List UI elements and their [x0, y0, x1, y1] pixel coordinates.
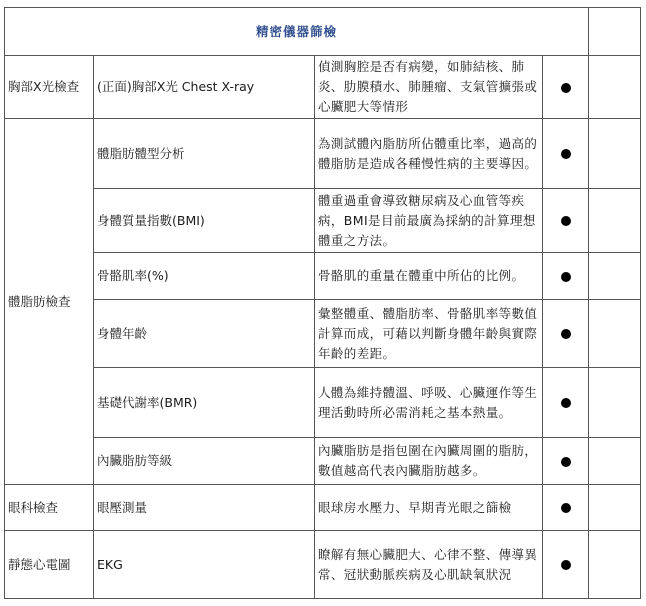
included-cell [543, 531, 589, 599]
item-cell: 身體質量指數(BMI) [94, 189, 315, 253]
table-row [5, 368, 641, 438]
item-cell: 內臟脂肪等級 [94, 438, 315, 485]
table-title: 精密儀器篩檢 [5, 8, 589, 56]
title-row [5, 8, 641, 56]
table-row [5, 300, 641, 368]
description-cell: 瞭解有無心臟肥大、心律不整、傳導異常、冠狀動脈疾病及心肌缺氧狀況 [315, 531, 543, 599]
table-row [5, 56, 641, 119]
description-cell: 彙整體重、體脂肪率、骨骼肌率等數值計算而成，可藉以判斷身體年齡與實際年齡的差距。 [315, 300, 543, 368]
blank-cell [589, 438, 641, 485]
included-cell [543, 253, 589, 300]
table-row [5, 189, 641, 253]
blank-cell [589, 368, 641, 438]
description-cell: 眼球房水壓力、早期青光眼之篩檢 [315, 485, 543, 531]
included-cell [543, 119, 589, 189]
included-dot-icon [561, 398, 571, 408]
included-cell [543, 438, 589, 485]
description-cell: 體重過重會導致糖尿病及心血管等疾病，BMI是目前最廣為採納的計算理想體重之方法。 [315, 189, 543, 253]
included-cell [543, 56, 589, 119]
category-cell: 靜態心電圖 [5, 531, 94, 599]
description-cell: 為測試體內脂肪所佔體重比率，過高的體脂肪是造成各種慢性病的主要導因。 [315, 119, 543, 189]
table-row [5, 253, 641, 300]
blank-cell [589, 56, 641, 119]
item-cell: 眼壓測量 [94, 485, 315, 531]
category-cell: 眼科檢查 [5, 485, 94, 531]
description-cell: 人體為維持體溫、呼吸、心臟運作等生理活動時所必需消耗之基本熱量。 [315, 368, 543, 438]
included-dot-icon [561, 83, 571, 93]
description-cell: 內臟脂肪是指包圍在內臟周圍的脂肪，數值越高代表內臟脂肪越多。 [315, 438, 543, 485]
item-cell: (正面)胸部X光 Chest X-ray [94, 56, 315, 119]
blank-cell [589, 253, 641, 300]
item-cell: EKG [94, 531, 315, 599]
screening-table [4, 7, 641, 599]
table-row [5, 119, 641, 189]
item-cell: 身體年齡 [94, 300, 315, 368]
item-cell: 基礎代謝率(BMR) [94, 368, 315, 438]
description-cell: 骨骼肌的重量在體重中所佔的比例。 [315, 253, 543, 300]
table-row [5, 438, 641, 485]
included-cell [543, 300, 589, 368]
included-dot-icon [561, 329, 571, 339]
table-row [5, 531, 641, 599]
included-dot-icon [561, 503, 571, 513]
item-cell: 體脂肪體型分析 [94, 119, 315, 189]
blank-cell [589, 189, 641, 253]
category-cell: 胸部X光檢查 [5, 56, 94, 119]
blank-cell [589, 119, 641, 189]
blank-cell [589, 8, 641, 56]
description-cell: 偵測胸腔是否有病變，如肺結核、肺炎、肋膜積水、肺腫瘤、支氣管擴張或心臟肥大等情形 [315, 56, 543, 119]
included-dot-icon [561, 216, 571, 226]
table-row [5, 485, 641, 531]
included-dot-icon [561, 457, 571, 467]
blank-cell [589, 531, 641, 599]
blank-cell [589, 300, 641, 368]
included-dot-icon [561, 560, 571, 570]
category-cell: 體脂肪檢查 [5, 119, 94, 485]
included-dot-icon [561, 149, 571, 159]
included-dot-icon [561, 272, 571, 282]
blank-cell [589, 485, 641, 531]
item-cell: 骨骼肌率(%) [94, 253, 315, 300]
included-cell [543, 189, 589, 253]
included-cell [543, 368, 589, 438]
included-cell [543, 485, 589, 531]
